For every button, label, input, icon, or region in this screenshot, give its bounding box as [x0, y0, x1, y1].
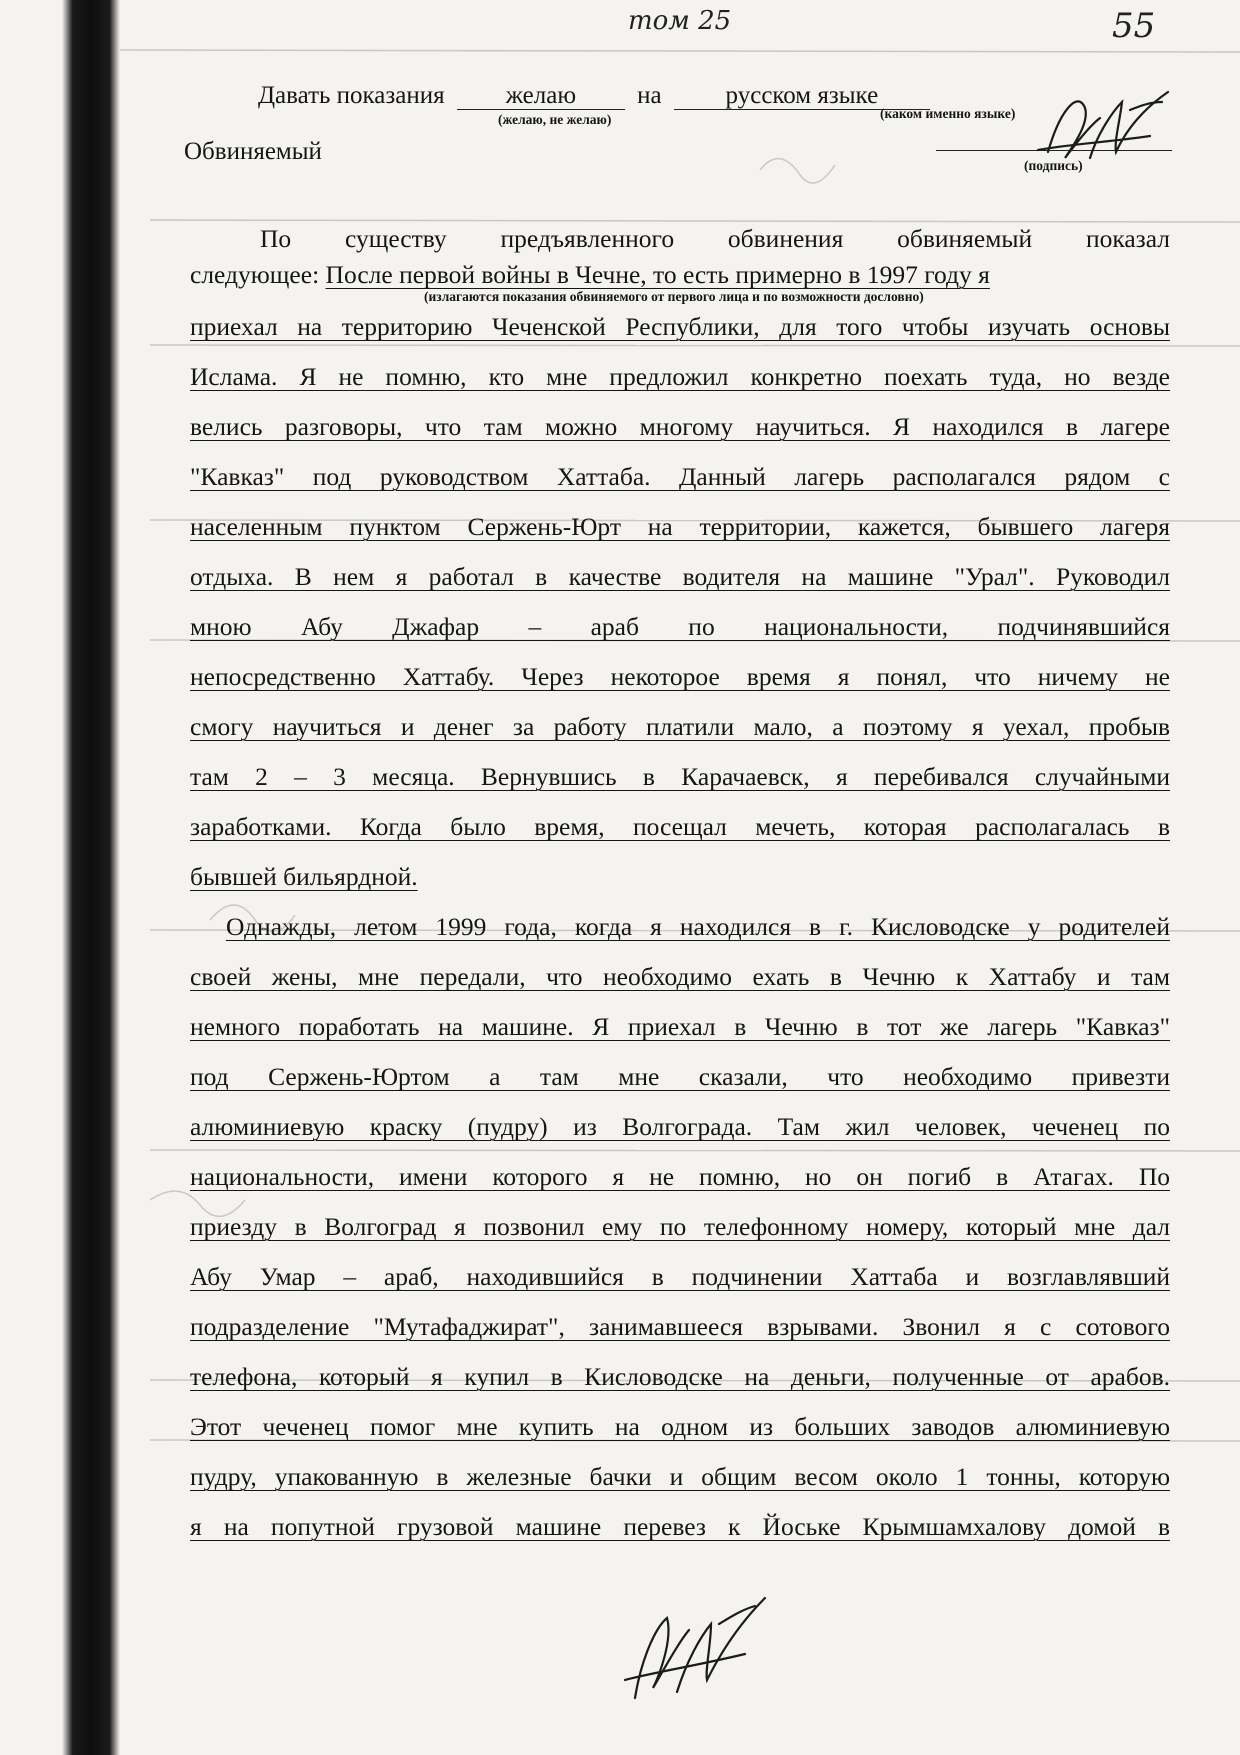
testimony-line: немного поработать на машине. Я приехал в Чечню в тот же лагерь "Кавказ": [190, 1012, 1170, 1041]
testimony-line: я на попутной грузовой машине перевез к Йоське Крымшамхалову домой в: [190, 1512, 1170, 1541]
volume-note: том 25: [628, 6, 732, 36]
testimony-line: национальности, имени которого я не помню, но он погиб в Атагах. По: [190, 1162, 1170, 1191]
testimony-line: Этот чеченец помог мне купить на одном из больших заводов алюминиевую: [190, 1412, 1170, 1441]
testimony-consent-row: [258, 82, 930, 110]
testimony-line: мною Абу Джафар – араб по национальности, подчинявшийся: [190, 612, 1170, 641]
testimony-line: там 2 – 3 месяца. Вернувшись в Карачаевск, я перебивался случайными: [190, 762, 1170, 791]
label-accused: Обвиняемый: [184, 138, 322, 165]
caption-wish: (желаю, не желаю): [498, 112, 612, 127]
testimony-line: алюминиевую краску (пудру) из Волгограда. Там жил человек, чеченец по: [190, 1112, 1170, 1141]
field-language-value: русском языке: [674, 83, 930, 110]
testimony-line: "Кавказ" под руководством Хаттаба. Данный лагерь располагался рядом с: [190, 462, 1170, 491]
caption-signature: (подпись): [1024, 158, 1083, 173]
caption-language: (каком именно языке): [880, 106, 1016, 121]
label-give-testimony: Давать показания: [258, 82, 445, 109]
testimony-line: подразделение "Мутафаджират", занимавшееся взрывами. Звонил я с сотового: [190, 1312, 1170, 1341]
intro-word: По: [260, 224, 292, 253]
intro-line-1: [190, 222, 1170, 256]
page-number: 55: [1112, 6, 1156, 46]
testimony-start: После первой войны в Чечне, то есть примерно в 1997 году я: [325, 260, 990, 289]
intro-word: обвиняемый: [897, 224, 1033, 253]
intro-word: обвинения: [727, 224, 844, 253]
intro-line-2: [190, 258, 1170, 292]
testimony-line: под Сержень-Юртом а там мне сказали, что необходимо привезти: [190, 1062, 1170, 1091]
testimony-line: отдыха. В нем я работал в качестве водителя на машине "Урал". Руководил: [190, 562, 1170, 591]
label-on: на: [637, 82, 662, 109]
testimony-line: приехал на территорию Чеченской Республики, для того чтобы изучать основы: [190, 312, 1170, 341]
testimony-line: своей жены, мне передали, что необходимо ехать в Чечню к Хаттабу и там: [190, 962, 1170, 991]
testimony-line: Абу Умар – араб, находившийся в подчинении Хаттаба и возглавлявший: [190, 1262, 1170, 1291]
testimony-prefix: следующее:: [190, 260, 320, 289]
testimony-line: Ислама. Я не помню, кто мне предложил конкретно поехать туда, но везде: [190, 362, 1170, 391]
field-wish-value: желаю: [457, 83, 625, 110]
testimony-line: непосредственно Хаттабу. Через некоторое время я понял, что ничему не: [190, 662, 1170, 691]
testimony-line: бывшей бильярдной.: [190, 862, 418, 891]
testimony-line: смогу научиться и денег за работу платили мало, а поэтому я уехал, пробыв: [190, 712, 1170, 741]
testimony-line: заработками. Когда было время, посещал мечеть, которая располагалась в: [190, 812, 1170, 841]
signature-bottom: [615, 1580, 775, 1710]
testimony-line: населенным пунктом Сержень-Юрт на территории, кажется, бывшего лагеря: [190, 512, 1170, 541]
testimony-line: телефона, который я купил в Кисловодске на деньги, полученные от арабов.: [190, 1362, 1170, 1391]
intro-word: существу: [344, 224, 447, 253]
testimony-line: велись разговоры, что там можно многому научиться. Я находился в лагере: [190, 412, 1170, 441]
signature-top: [1030, 80, 1180, 175]
testimony-line: пудру, упакованную в железные бачки и общим весом около 1 тонны, которую: [190, 1462, 1170, 1491]
testimony-paragraph-start: Однажды, летом 1999 года, когда я находился в г. Кисловодске у родителей: [226, 912, 1170, 941]
caption-testimony: (излагаются показания обвиняемого от первого лица и по возможности дословно): [424, 289, 924, 304]
testimony-line: приезду в Волгоград я позвонил ему по телефонному номеру, который мне дал: [190, 1212, 1170, 1241]
intro-word: показал: [1085, 224, 1170, 253]
binding-shadow: [62, 0, 120, 1755]
intro-word: предъявленного: [500, 224, 675, 253]
